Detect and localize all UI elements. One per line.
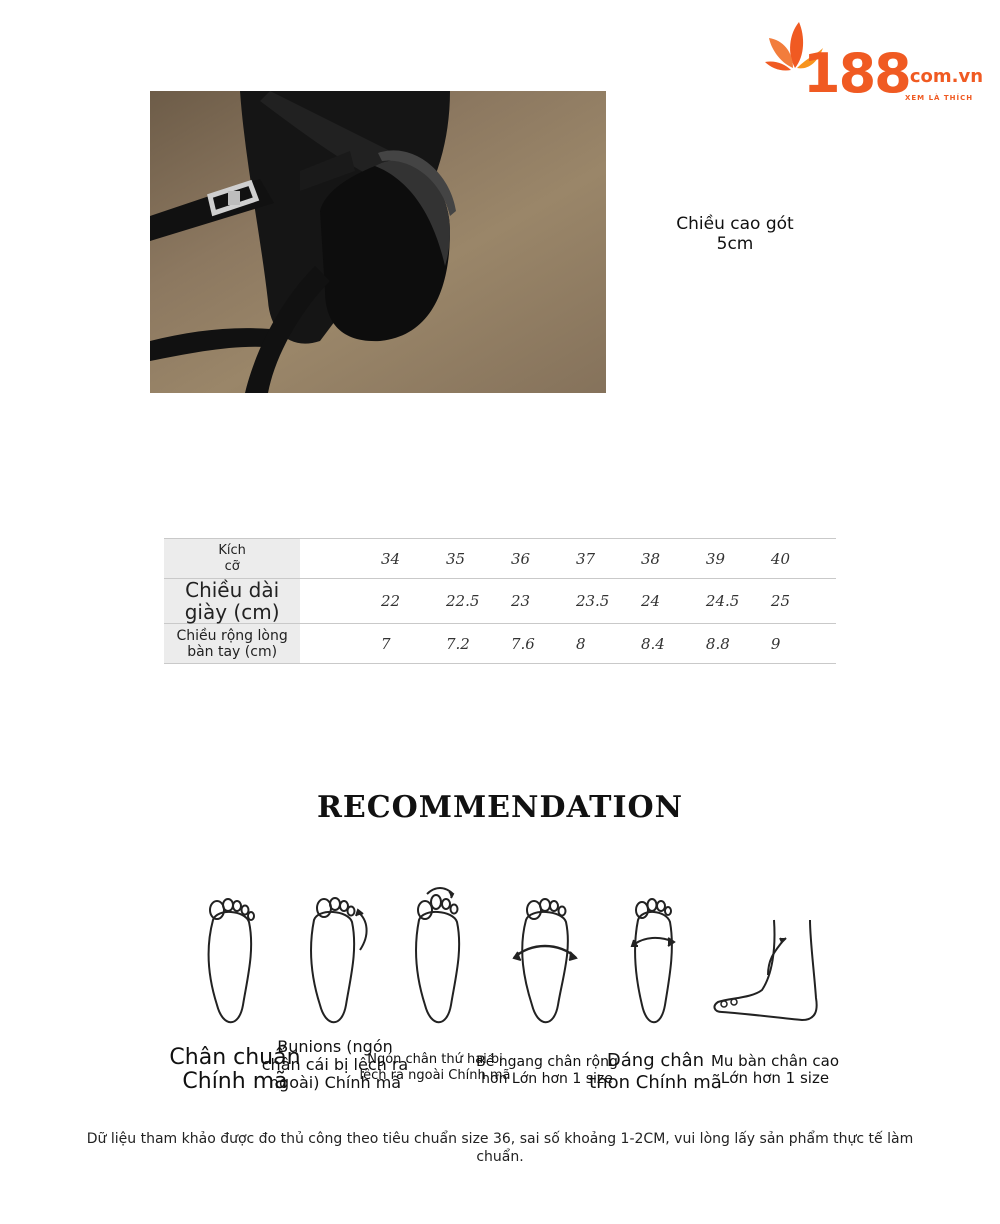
table-cell: 39: [706, 539, 771, 579]
site-logo[interactable]: [765, 18, 995, 108]
table-cell: 7: [381, 624, 446, 664]
wide-foot-icon: [510, 880, 585, 1035]
table-cell: 7.6: [511, 624, 576, 664]
header-size-line1: Kích: [218, 542, 246, 558]
slim-foot-icon: [620, 880, 690, 1035]
size-table: [164, 538, 836, 664]
logo-number: 188: [803, 42, 910, 105]
table-cell: 35: [446, 539, 511, 579]
table-cell: 22.5: [446, 579, 511, 624]
label-slim-foot: Dáng chân thon Chính mã: [589, 1050, 722, 1093]
heel-caption-line2: 5cm: [716, 234, 754, 254]
header-length-line2: giày (cm): [184, 600, 280, 624]
label-normal-foot: Chân chuẩn Chính mã: [169, 1045, 301, 1094]
header-size: [164, 539, 300, 579]
label-bunions: Bunions (ngón chân cái bị lệch ra ngoài) Chính mã: [261, 1037, 409, 1092]
header-length: [164, 579, 300, 624]
table-row-width: [164, 624, 836, 664]
table-cell: 8.4: [641, 624, 706, 664]
header-width-line2: bàn tay (cm): [187, 643, 278, 660]
high-instep-foot-icon: [710, 880, 836, 1035]
label-second-toe: Ngón chân thứ hai bị lệch ra ngoài Chính mã: [359, 1052, 511, 1083]
table-cell: 40: [771, 539, 836, 579]
measurement-footnote: Dữ liệu tham khảo được đo thủ công theo tiêu chuẩn size 36, sai số khoảng 1-2CM, vui lòng lấy sản phẩm thực tế làm chuẩn.: [86, 1131, 914, 1165]
header-length-line1: Chiều dài: [185, 578, 280, 602]
table-cell: 8.8: [706, 624, 771, 664]
table-cell: 23: [511, 579, 576, 624]
table-cell: 24.5: [706, 579, 771, 624]
normal-foot-icon: [195, 880, 265, 1035]
table-cell: 25: [771, 579, 836, 624]
logo-tagline: XEM LÀ THÍCH: [905, 94, 974, 102]
header-size-line2: cỡ: [224, 558, 240, 574]
table-cell: 36: [511, 539, 576, 579]
bunion-foot-icon: [300, 880, 380, 1035]
foot-shape-illustrations: [180, 880, 836, 1035]
table-cell: 37: [576, 539, 641, 579]
table-cell: 7.2: [446, 624, 511, 664]
logo-domain: .com.vn: [903, 66, 984, 87]
product-photo: [150, 91, 606, 393]
heel-height-caption: [660, 214, 810, 254]
label-high-instep: Mu bàn chân cao Lớn hơn 1 size: [710, 1052, 840, 1087]
table-cell: 22: [381, 579, 446, 624]
table-cell: 8: [576, 624, 641, 664]
table-row-size: [164, 539, 836, 579]
label-wide-foot: Bề ngang chân rộng hơn Lớn hơn 1 size: [476, 1054, 618, 1087]
second-toe-foot-icon: [405, 880, 480, 1035]
table-cell: 23.5: [576, 579, 641, 624]
heel-caption-line1: Chiều cao gót: [676, 214, 794, 234]
header-width: [164, 624, 300, 664]
table-cell: 34: [381, 539, 446, 579]
table-cell: 9: [771, 624, 836, 664]
table-row-length: [164, 579, 836, 624]
recommendation-title: RECOMMENDATION: [316, 790, 684, 825]
table-cell: 24: [641, 579, 706, 624]
header-width-line1: Chiều rộng lòng: [176, 627, 288, 644]
table-cell: 38: [641, 539, 706, 579]
